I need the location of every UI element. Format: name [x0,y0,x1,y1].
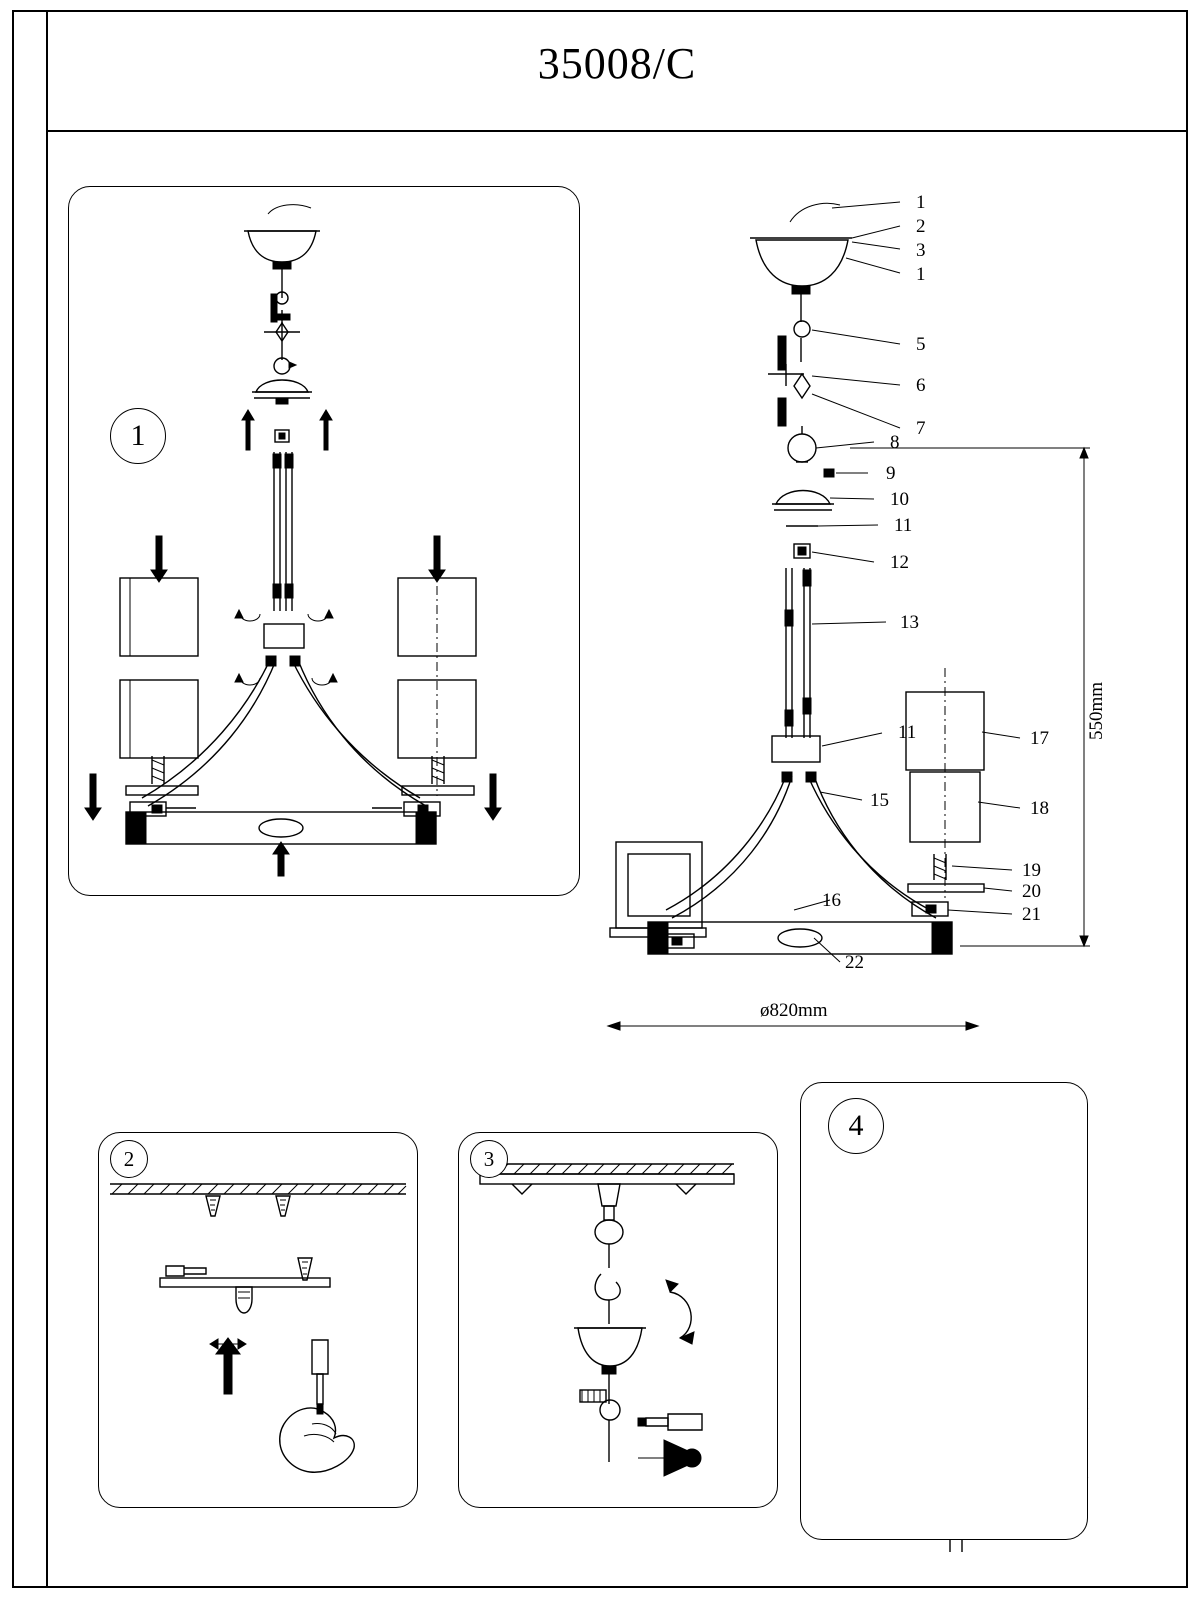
step-3-panel [458,1132,778,1508]
callout-10: 10 [890,489,909,510]
callout-17: 17 [1030,728,1049,749]
callout-11b: 11 [898,722,917,743]
callout-21: 21 [1022,904,1041,925]
page-title: 35008/C [537,39,697,88]
step-1-badge: 1 [110,408,166,464]
callout-2: 2 [916,216,926,237]
callout-13: 13 [900,612,919,633]
callout-1a: 1 [916,192,926,213]
step-3-badge: 3 [470,1140,508,1178]
callout-9: 9 [886,463,896,484]
callout-20: 20 [1022,881,1041,902]
callout-11a: 11 [894,515,913,536]
title-divider [46,130,1188,132]
diameter-dimension-label: ø820mm [760,1000,828,1021]
callout-7: 7 [916,418,926,439]
callout-3: 3 [916,240,926,261]
callout-8: 8 [890,432,900,453]
callout-19: 19 [1022,860,1041,881]
callout-15: 15 [870,790,889,811]
callout-6: 6 [916,375,926,396]
step-2-panel [98,1132,418,1508]
height-dimension-label: 550mm [1086,681,1107,740]
callout-16: 16 [822,890,841,911]
callout-22: 22 [845,952,864,973]
step-4-badge: 4 [828,1098,884,1154]
step-2-badge: 2 [110,1140,148,1178]
callout-12: 12 [890,552,909,573]
callout-18: 18 [1030,798,1049,819]
callout-1b: 1 [916,264,926,285]
step-1-assembly-drawing [68,186,580,896]
callout-5: 5 [916,334,926,355]
exploded-assembly-drawing [600,186,1120,1046]
